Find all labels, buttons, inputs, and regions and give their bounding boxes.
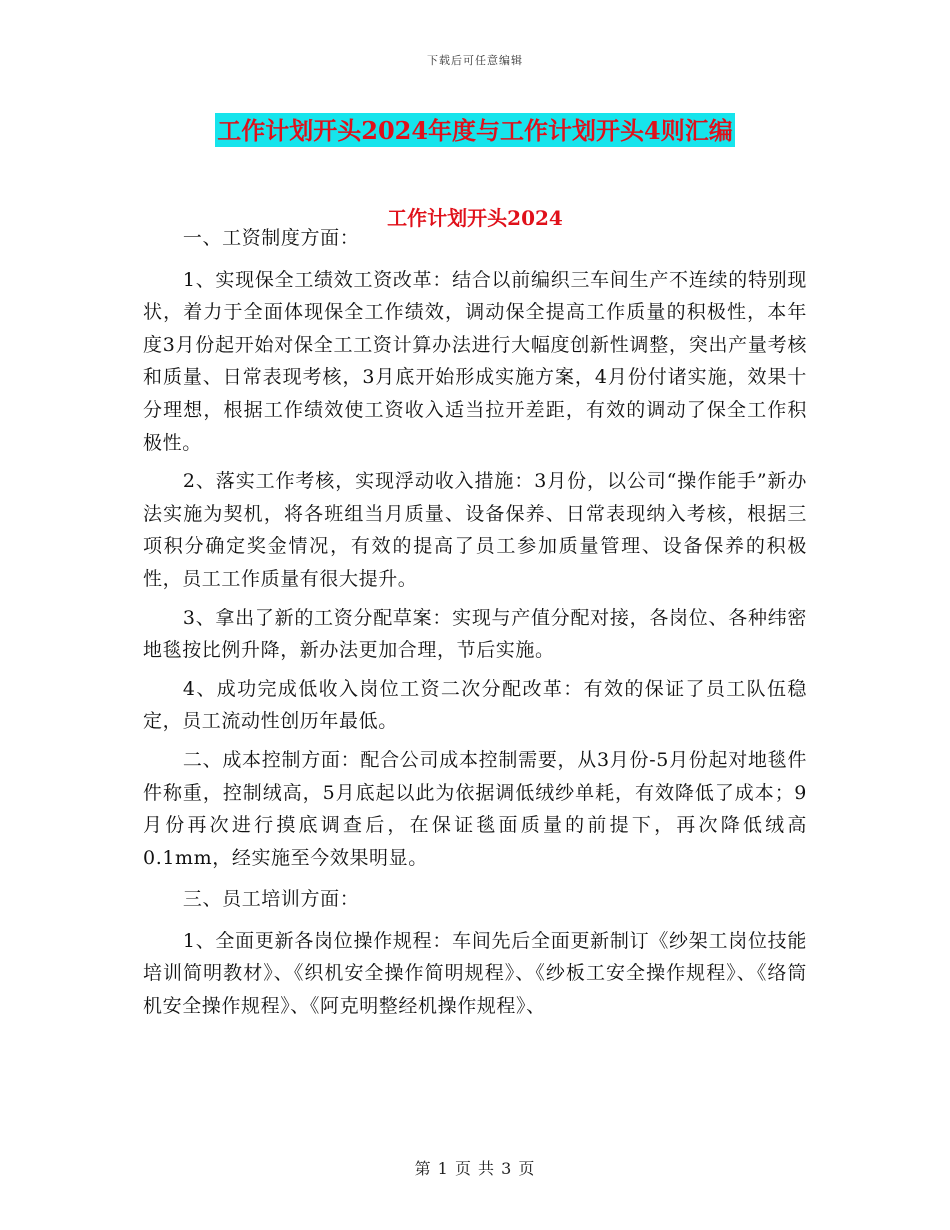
document-title-block [0,113,950,147]
paragraph: 1、实现保全工绩效工资改革：结合以前编织三车间生产不连续的特别现状，着力于全面体现保全工作绩效，调动保全提高工作质量的积极性，本年度3月份起开始对保全工工资计算办法进行大幅度创新性调整，突出产量考核和质量、日常表现考核，3月底开始形成实施方案，4月份付诸实施，效果十分理想，根据工作绩效使工资收入适当拉开差距，有效的调动了保全工作积极性。 [143,268,807,454]
section-title: 工作计划开头2024 [387,206,563,230]
document-title: 工作计划开头2024年度与工作计划开头4则汇编 [215,113,735,147]
paragraph: 三、员工培训方面： [182,888,360,911]
paragraph: 二、成本控制方面：配合公司成本控制需要，从3月份-5月份起对地毯件件称重，控制绒高，5月底起以此为依据调低绒纱单耗，有效降低了成本；9月份再次进行摸底调查后，在保证毯面质量的前提下，再次降低绒高0.1mm，经实施至今效果明显。 [143,748,807,869]
paragraph: 1、全面更新各岗位操作规程：车间先后全面更新制订《纱架工岗位技能培训简明教材》、《织机安全操作简明规程》、《纱板工安全操作规程》、《络筒机安全操作规程》、《阿克明整经机操作规程》、 [143,929,807,1018]
page-header: 下载后可任意编辑 [427,54,523,67]
page-footer: 第 1 页 共 3 页 [414,1159,536,1178]
paragraph: 4、成功完成低收入岗位工资二次分配改革：有效的保证了员工队伍稳定，员工流动性创历年最低。 [143,677,807,733]
paragraph: 3、拿出了新的工资分配草案：实现与产值分配对接，各岗位、各种纬密地毯按比例升降，新办法更加合理，节后实施。 [143,606,807,662]
paragraph: 一、工资制度方面： [182,227,360,249]
paragraph: 2、落实工作考核，实现浮动收入措施：3月份，以公司“操作能手”新办法实施为契机，将各班组当月质量、设备保养、日常表现纳入考核，根据三项积分确定奖金情况，有效的提高了员工参加质量管理、设备保养的积极性，员工工作质量有很大提升。 [143,470,807,590]
document-body [143,222,807,1023]
